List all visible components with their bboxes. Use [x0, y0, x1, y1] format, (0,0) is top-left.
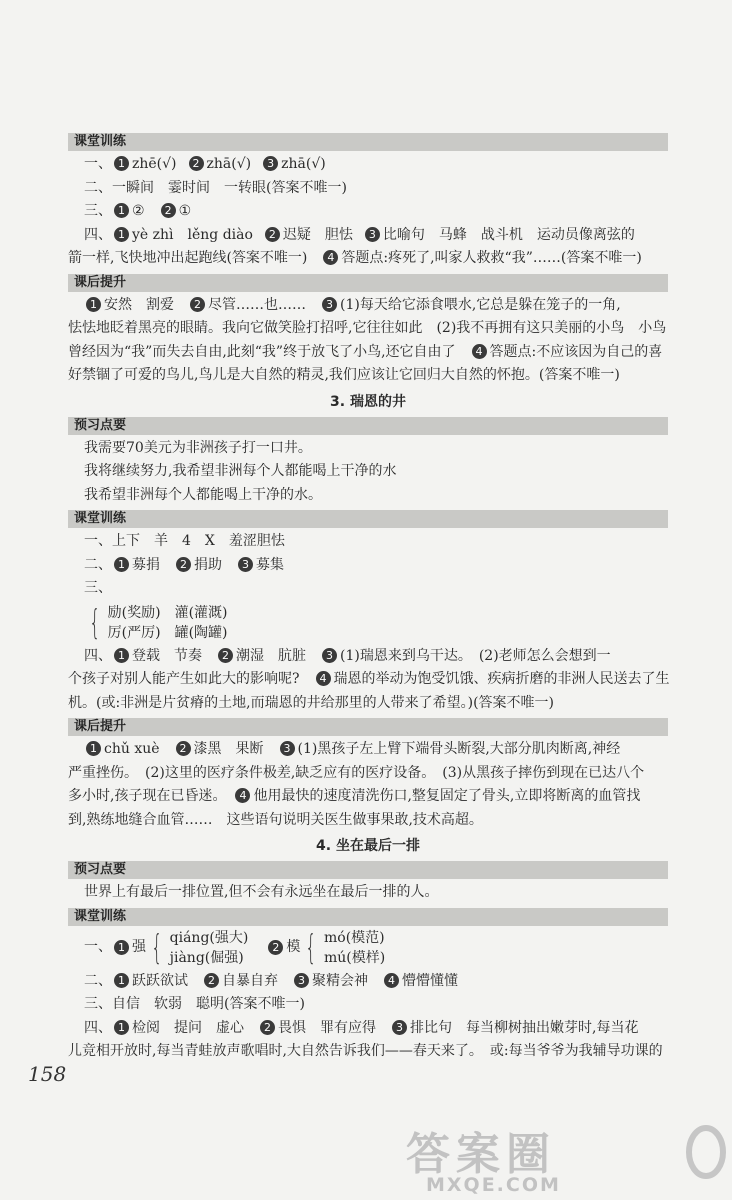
- circled-number: 2: [204, 973, 219, 988]
- text-run: chǔ xuè: [104, 741, 174, 757]
- text-run: 怯怯地眨着黑亮的眼睛。我向它做笑脸打招呼,它往往如此 (2)我不再拥有这只美丽的小鸟 小鸟: [68, 320, 667, 336]
- text-run: yè zhì lěng diào: [132, 226, 253, 243]
- word-option: 灌(灌溉): [174, 604, 228, 621]
- circled-number: 4: [472, 344, 487, 359]
- text-run: zhā(√): [281, 156, 326, 172]
- answer-line: [68, 484, 668, 508]
- circled-number: 4: [316, 671, 331, 686]
- text-run: 好禁锢了可爱的鸟儿,鸟儿是大自然的精灵,我们应该让它回归大自然的怀抱。(答案不唯一): [68, 367, 620, 383]
- section-heading: 课堂训练: [68, 133, 668, 151]
- lesson-title: 4. 坐在最后一排: [316, 838, 420, 854]
- answer-line: [68, 1040, 668, 1064]
- circled-number: 2: [190, 297, 205, 312]
- text-run: 登载 节奏: [132, 647, 216, 664]
- circled-number: 1: [114, 940, 129, 955]
- text-run: 募集: [256, 556, 284, 573]
- text-run: 我希望非洲每个人都能喝上干净的水。: [84, 486, 322, 503]
- brace-symbol: {: [151, 927, 163, 968]
- text-run: 我将继续努力,我希望非洲每个人都能喝上干净的水: [84, 463, 397, 479]
- text-run: 他用最快的速度清洗伤口,整复固定了骨头,立即将断离的血管找: [253, 788, 641, 804]
- answer-line: [68, 645, 668, 669]
- answer-line: [68, 317, 668, 341]
- pinyin-option: jiàng(倔强): [169, 949, 244, 966]
- answer-line: [68, 809, 668, 833]
- circled-number: 2: [268, 940, 283, 955]
- pinyin-stack: [170, 928, 249, 968]
- circled-number: 1: [114, 1020, 129, 1035]
- text-run: ①: [178, 203, 192, 219]
- answer-line: [68, 224, 668, 248]
- pinyin-option: mú(模样): [323, 949, 386, 966]
- text-run: 箭一样,飞快地冲出起跑线(答案不唯一): [68, 250, 322, 266]
- text-run: 跃跃欲试: [132, 972, 202, 989]
- circled-number: 3: [294, 973, 309, 988]
- lesson-title: 3. 瑞恩的井: [330, 393, 406, 410]
- section-heading: 预习点要: [68, 861, 668, 879]
- text-run: 募捐: [132, 556, 174, 573]
- circled-number: 3: [322, 297, 337, 312]
- brace-group: [68, 603, 668, 643]
- circled-number: 2: [260, 1020, 275, 1035]
- circled-number: 3: [263, 156, 278, 171]
- answer-line: [68, 247, 668, 271]
- text-run: 四、: [84, 226, 112, 243]
- text-run: 四、: [84, 647, 112, 664]
- answer-line: [68, 993, 668, 1017]
- watermark-logo: [406, 1118, 726, 1196]
- circled-number: 3: [280, 741, 295, 756]
- text-run: 聚精会神: [312, 972, 382, 989]
- text-run: 安然 割爱: [104, 296, 188, 313]
- circled-number: 4: [235, 788, 250, 803]
- text-run: 严重挫伤。 (2)这里的医疗条件极差,缺乏应有的医疗设备。 (3)从黑孩子摔伤到现在已达八个: [68, 764, 645, 781]
- circled-number: 3: [238, 557, 253, 572]
- answer-line: [68, 970, 668, 994]
- watermark-main-text: 答案圈: [406, 1129, 556, 1180]
- text-run: 三、: [84, 580, 112, 596]
- answer-line: [68, 294, 668, 318]
- circled-number: 3: [365, 227, 380, 242]
- text-run: 迟疑 胆怯: [282, 226, 353, 243]
- text-run: zhā(√): [206, 156, 252, 172]
- text-run: 模: [286, 938, 301, 955]
- section-heading: 预习点要: [68, 417, 668, 435]
- text-run: 三、自信 软弱 聪明(答案不唯一): [84, 996, 305, 1012]
- word-option: 厉(严厉): [107, 624, 161, 641]
- circled-number: 3: [392, 1020, 407, 1035]
- answer-line: [68, 881, 668, 905]
- answer-line: [68, 460, 668, 484]
- brace-symbol: {: [305, 927, 317, 968]
- answer-line: [68, 554, 668, 578]
- text-run: 儿竞相开放时,每当青蛙放声歌唱时,大自然告诉我们——春天来了。 或:每当爷爷为我辅导功课的: [68, 1043, 663, 1059]
- text-run: 捐助: [194, 556, 236, 573]
- answer-line: [68, 785, 668, 809]
- brace-symbol: {: [89, 602, 101, 643]
- answer-line: [68, 177, 668, 201]
- pinyin-option: mó(模范): [323, 929, 385, 946]
- text-run: 自暴自弃: [222, 972, 292, 989]
- text-run: zhē(√): [132, 156, 177, 172]
- circled-number: 1: [114, 973, 129, 988]
- brace-group: [68, 928, 668, 968]
- text-run: 多小时,孩子现在已昏迷。: [68, 788, 234, 804]
- text-run: 潮湿 肮脏: [236, 647, 320, 664]
- text-run: 比喻句 马蜂 战斗机 运动员像离弦的: [382, 226, 635, 243]
- text-run: 二、一瞬间 霎时间 一转眼(答案不唯一): [84, 179, 347, 196]
- circled-number: 1: [114, 227, 129, 242]
- section-heading: 课堂训练: [68, 510, 668, 528]
- text-run: 个孩子对别人能产生如此大的影响呢?: [68, 671, 314, 687]
- section-heading: 课后提升: [68, 274, 668, 292]
- circled-number: 1: [114, 203, 129, 218]
- circled-number: 1: [114, 648, 129, 663]
- text-run: 强: [132, 938, 146, 955]
- text-run: 漆黑 果断: [193, 741, 278, 757]
- text-run: 机。(或:非洲是片贫瘠的土地,而瑞恩的井给那里的人带来了希望。)(答案不唯一): [68, 694, 555, 711]
- text-run: 四、: [84, 1019, 112, 1036]
- watermark-url: MXQE.COM: [426, 1174, 561, 1196]
- text-run: 尽管……也……: [208, 296, 320, 313]
- pinyin-stack: [324, 928, 385, 968]
- text-run: 一、: [84, 156, 112, 172]
- text-run: 二、: [84, 556, 112, 573]
- text-run: 答题点:不应该因为自己的喜: [489, 343, 663, 360]
- circled-number: 3: [322, 648, 337, 663]
- answer-line: [68, 364, 668, 388]
- text-run: (1)瑞恩来到乌干达。 (2)老师怎么会想到一: [340, 647, 611, 664]
- circled-number: 2: [161, 203, 176, 218]
- circled-number: 2: [189, 156, 204, 171]
- text-run: 答题点:疼死了,叫家人救救“我”……(答案不唯一): [341, 250, 642, 266]
- section-heading: 课堂训练: [68, 908, 668, 926]
- answer-content: [68, 130, 668, 1064]
- text-run: 懵懵懂懂: [402, 972, 458, 989]
- circled-number: 4: [384, 973, 399, 988]
- text-run: 畏惧 罪有应得: [278, 1019, 390, 1036]
- circled-number: 1: [114, 156, 129, 171]
- answer-line: [68, 153, 668, 177]
- circled-number: 2: [265, 227, 280, 242]
- word-stack: [108, 603, 161, 643]
- section-heading: 课后提升: [68, 718, 668, 736]
- answer-line: [68, 738, 668, 762]
- text-run: 到,熟练地缝合血管…… 这些语句说明关医生做事果敢,技术高超。: [68, 811, 483, 828]
- word-option: 励(奖励): [107, 604, 161, 621]
- pinyin-option: qiáng(强大): [169, 929, 249, 946]
- circled-number: 1: [114, 557, 129, 572]
- circled-number: 2: [176, 557, 191, 572]
- answer-line: [68, 762, 668, 786]
- text-run: 曾经因为“我”而失去自由,此刻“我”终于放飞了小鸟,还它自由了: [68, 343, 470, 360]
- text-run: (1)每天给它添食喂水,它总是躲在笼子的一角,: [340, 296, 621, 313]
- text-run: 检阅 提问 虚心: [132, 1019, 258, 1036]
- answer-line: [68, 437, 668, 461]
- text-run: 一、上下 羊 4 X 羞涩胆怯: [84, 533, 285, 549]
- text-run: 排比句 每当柳树抽出嫩芽时,每当花: [410, 1019, 639, 1036]
- answer-line: [68, 692, 668, 716]
- answer-line: [68, 530, 668, 554]
- answer-line: [68, 577, 668, 601]
- answer-line: [68, 200, 668, 224]
- answer-line: [68, 341, 668, 365]
- circled-number: 2: [218, 648, 233, 663]
- text-run: 世界上有最后一排位置,但不会有永远坐在最后一排的人。: [84, 884, 439, 900]
- word-option: 罐(陶罐): [174, 624, 228, 641]
- circled-number: 1: [86, 297, 101, 312]
- circled-number: 2: [176, 741, 191, 756]
- answer-line: [68, 1017, 668, 1041]
- answer-line: [68, 668, 668, 692]
- text-run: 一、: [84, 938, 112, 955]
- page-number: 158: [28, 1062, 67, 1086]
- circled-number: 4: [323, 250, 338, 265]
- text-run: 三、: [84, 203, 112, 219]
- word-stack: [175, 603, 228, 643]
- text-run: 我需要70美元为非洲孩子打一口井。: [84, 439, 312, 456]
- text-run: (1)黑孩子左上臂下端骨头断裂,大部分肌肉断离,神经: [297, 741, 621, 757]
- text-run: ②: [132, 203, 159, 219]
- circled-number: 1: [86, 741, 101, 756]
- text-run: 二、: [84, 972, 112, 989]
- text-run: 瑞恩的举动为饱受饥饿、疾病折磨的非洲人民送去了生: [333, 671, 670, 687]
